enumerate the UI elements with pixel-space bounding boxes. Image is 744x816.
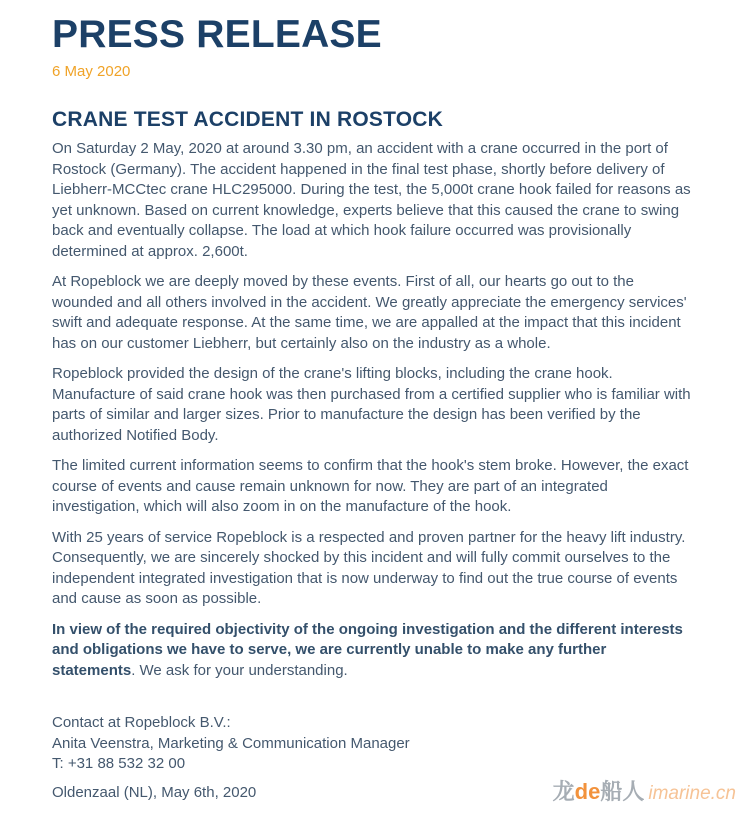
paragraph-commitment: With 25 years of service Ropeblock is a respected and proven partner for the heavy lift industry. Consequently, we are sincerely shocked by this incident and will fully commit ourselves to the independent integrated investigation that is now underway to find out the true course of events and cause as soon as possible.	[52, 528, 686, 607]
article-heading: CRANE TEST ACCIDENT IN ROSTOCK	[52, 108, 444, 131]
release-date: 6 May 2020	[52, 63, 131, 80]
paragraph-statement	[52, 620, 692, 682]
paragraph-accident-description: On Saturday 2 May, 2020 at around 3.30 pm, an accident with a crane occurred in the port of Rostock (Germany). The accident happened in the final test phase, shortly before delivery of Liebherr-MCCtec crane HLC295000. During the test, the 5,000t crane hook failed for reasons as yet unknown. Based on current knowledge, experts believe that this caused the crane to swing back and eventually collapse. The load at which hook failure occurred was provisionally determined at approx. 2,600t.	[52, 140, 691, 260]
statement-bold-text: In view of the required objectivity of the ongoing investigation and the different interests and obligations we have to serve, we are currently unable to make any further statements	[52, 620, 683, 679]
contact-person-line: Anita Veenstra, Marketing & Communication Manager	[52, 734, 410, 752]
paragraph-investigation-status: The limited current information seems to confirm that the hook's stem broke. However, the exact course of events and cause remain unknown for now. They are part of an integrated investigation, which will also zoom in on the manufacture of the hook.	[52, 457, 689, 515]
watermark-cjk-suffix: 船人	[600, 779, 645, 804]
imarine-watermark	[553, 779, 736, 807]
article-body	[52, 139, 692, 681]
page-title: PRESS RELEASE	[52, 13, 382, 56]
paragraph-company-response: At Ropeblock we are deeply moved by these events. First of all, our hearts go out to the wounded and all others involved in the accident. We greatly appreciate the emergency services' swift and adequate response. At the same time, we are appalled at the impact that this incident has on our customer Liebherr, but certainly also on the industry as a whole.	[52, 273, 687, 352]
contact-phone-line: T: +31 88 532 32 00	[52, 755, 186, 772]
contact-block	[52, 713, 692, 775]
contact-intro-line: Contact at Ropeblock B.V.:	[52, 714, 231, 731]
watermark-cjk-prefix: 龙	[552, 779, 575, 804]
paragraph-design-manufacture: Ropeblock provided the design of the crane's lifting blocks, including the crane hook. Manufacture of said crane hook was then purchased from a certified supplier who is familiar with parts of similar and larger sizes. Prior to manufacture the design has been verified by the authorized Notified Body.	[52, 365, 691, 444]
signoff-location-date: Oldenzaal (NL), May 6th, 2020	[52, 783, 257, 801]
watermark-de-text: de	[574, 779, 601, 804]
watermark-site-url: imarine.cn	[648, 783, 736, 804]
statement-regular-text: . We ask for your understanding.	[131, 661, 348, 679]
